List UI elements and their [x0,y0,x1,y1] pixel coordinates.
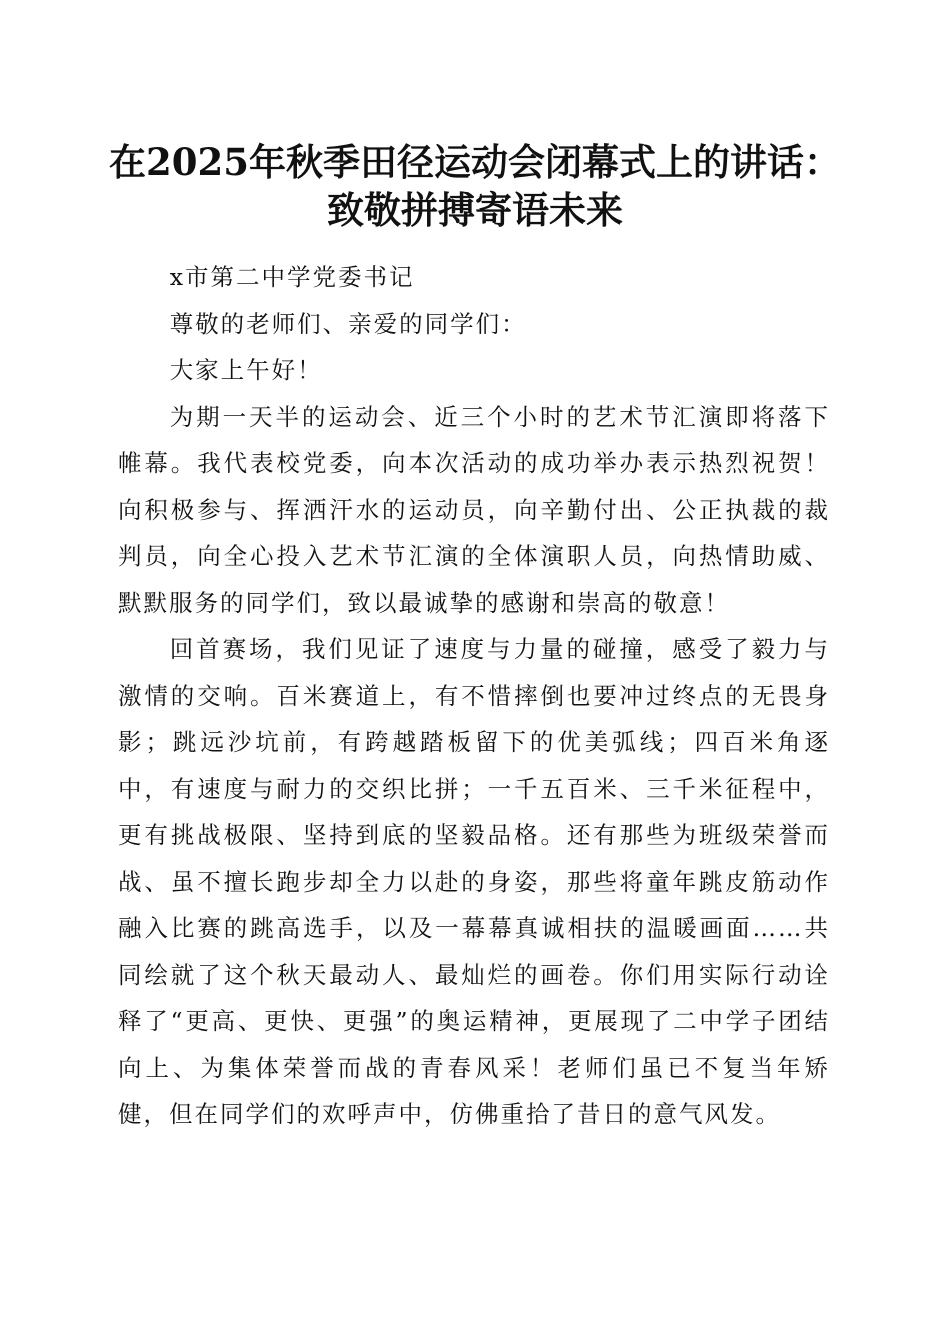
greeting-line: 大家上午好！ [169,356,323,384]
author-line: x市第二中学党委书记 [169,263,415,291]
document-title [60,138,890,234]
document-body [118,254,830,1138]
paragraph-2: 回首赛场，我们见证了速度与力量的碰撞，感受了毅力与激情的交响。百米赛道上，有不惜摔倒也要冲过终点的无畏身影；跳远沙坑前，有跨越踏板留下的优美弧线；四百米角逐中，有速度与耐力的交织比拼；一千五百米、三千米征程中，更有挑战极限、坚持到底的坚毅品格。还有那些为班级荣誉而战、虽不擅长跑步却全力以赴的身姿，那些将童年跳皮筋动作融入比赛的跳高选手，以及一幕幕真诚相扶的温暖画面……共同绘就了这个秋天最动人、最灿烂的画卷。你们用实际行动诠释了“更高、更快、更强”的奥运精神，更展现了二中学子团结向上、为集体荣誉而战的青春风采！老师们虽已不复当年矫健，但在同学们的欢呼声中，仿佛重拾了昔日的意气风发。 [118,635,830,1128]
paragraph-1: 为期一天半的运动会、近三个小时的艺术节汇演即将落下帷幕。我代表校党委，向本次活动的成功举办表示热烈祝贺！向积极参与、挥洒汗水的运动员，向辛勤付出、公正执裁的裁判员，向全心投入艺术节汇演的全体演职人员，向热情助威、默默服务的同学们，致以最诚挚的感谢和崇高的敬意！ [118,402,830,617]
title-line-2: 致敬拼搏寄语未来 [327,188,623,232]
salutation-line: 尊敬的老师们、亲爱的同学们： [169,309,527,338]
title-line-1: 在2025年秋季田径运动会闭幕式上的讲话： [109,140,841,184]
